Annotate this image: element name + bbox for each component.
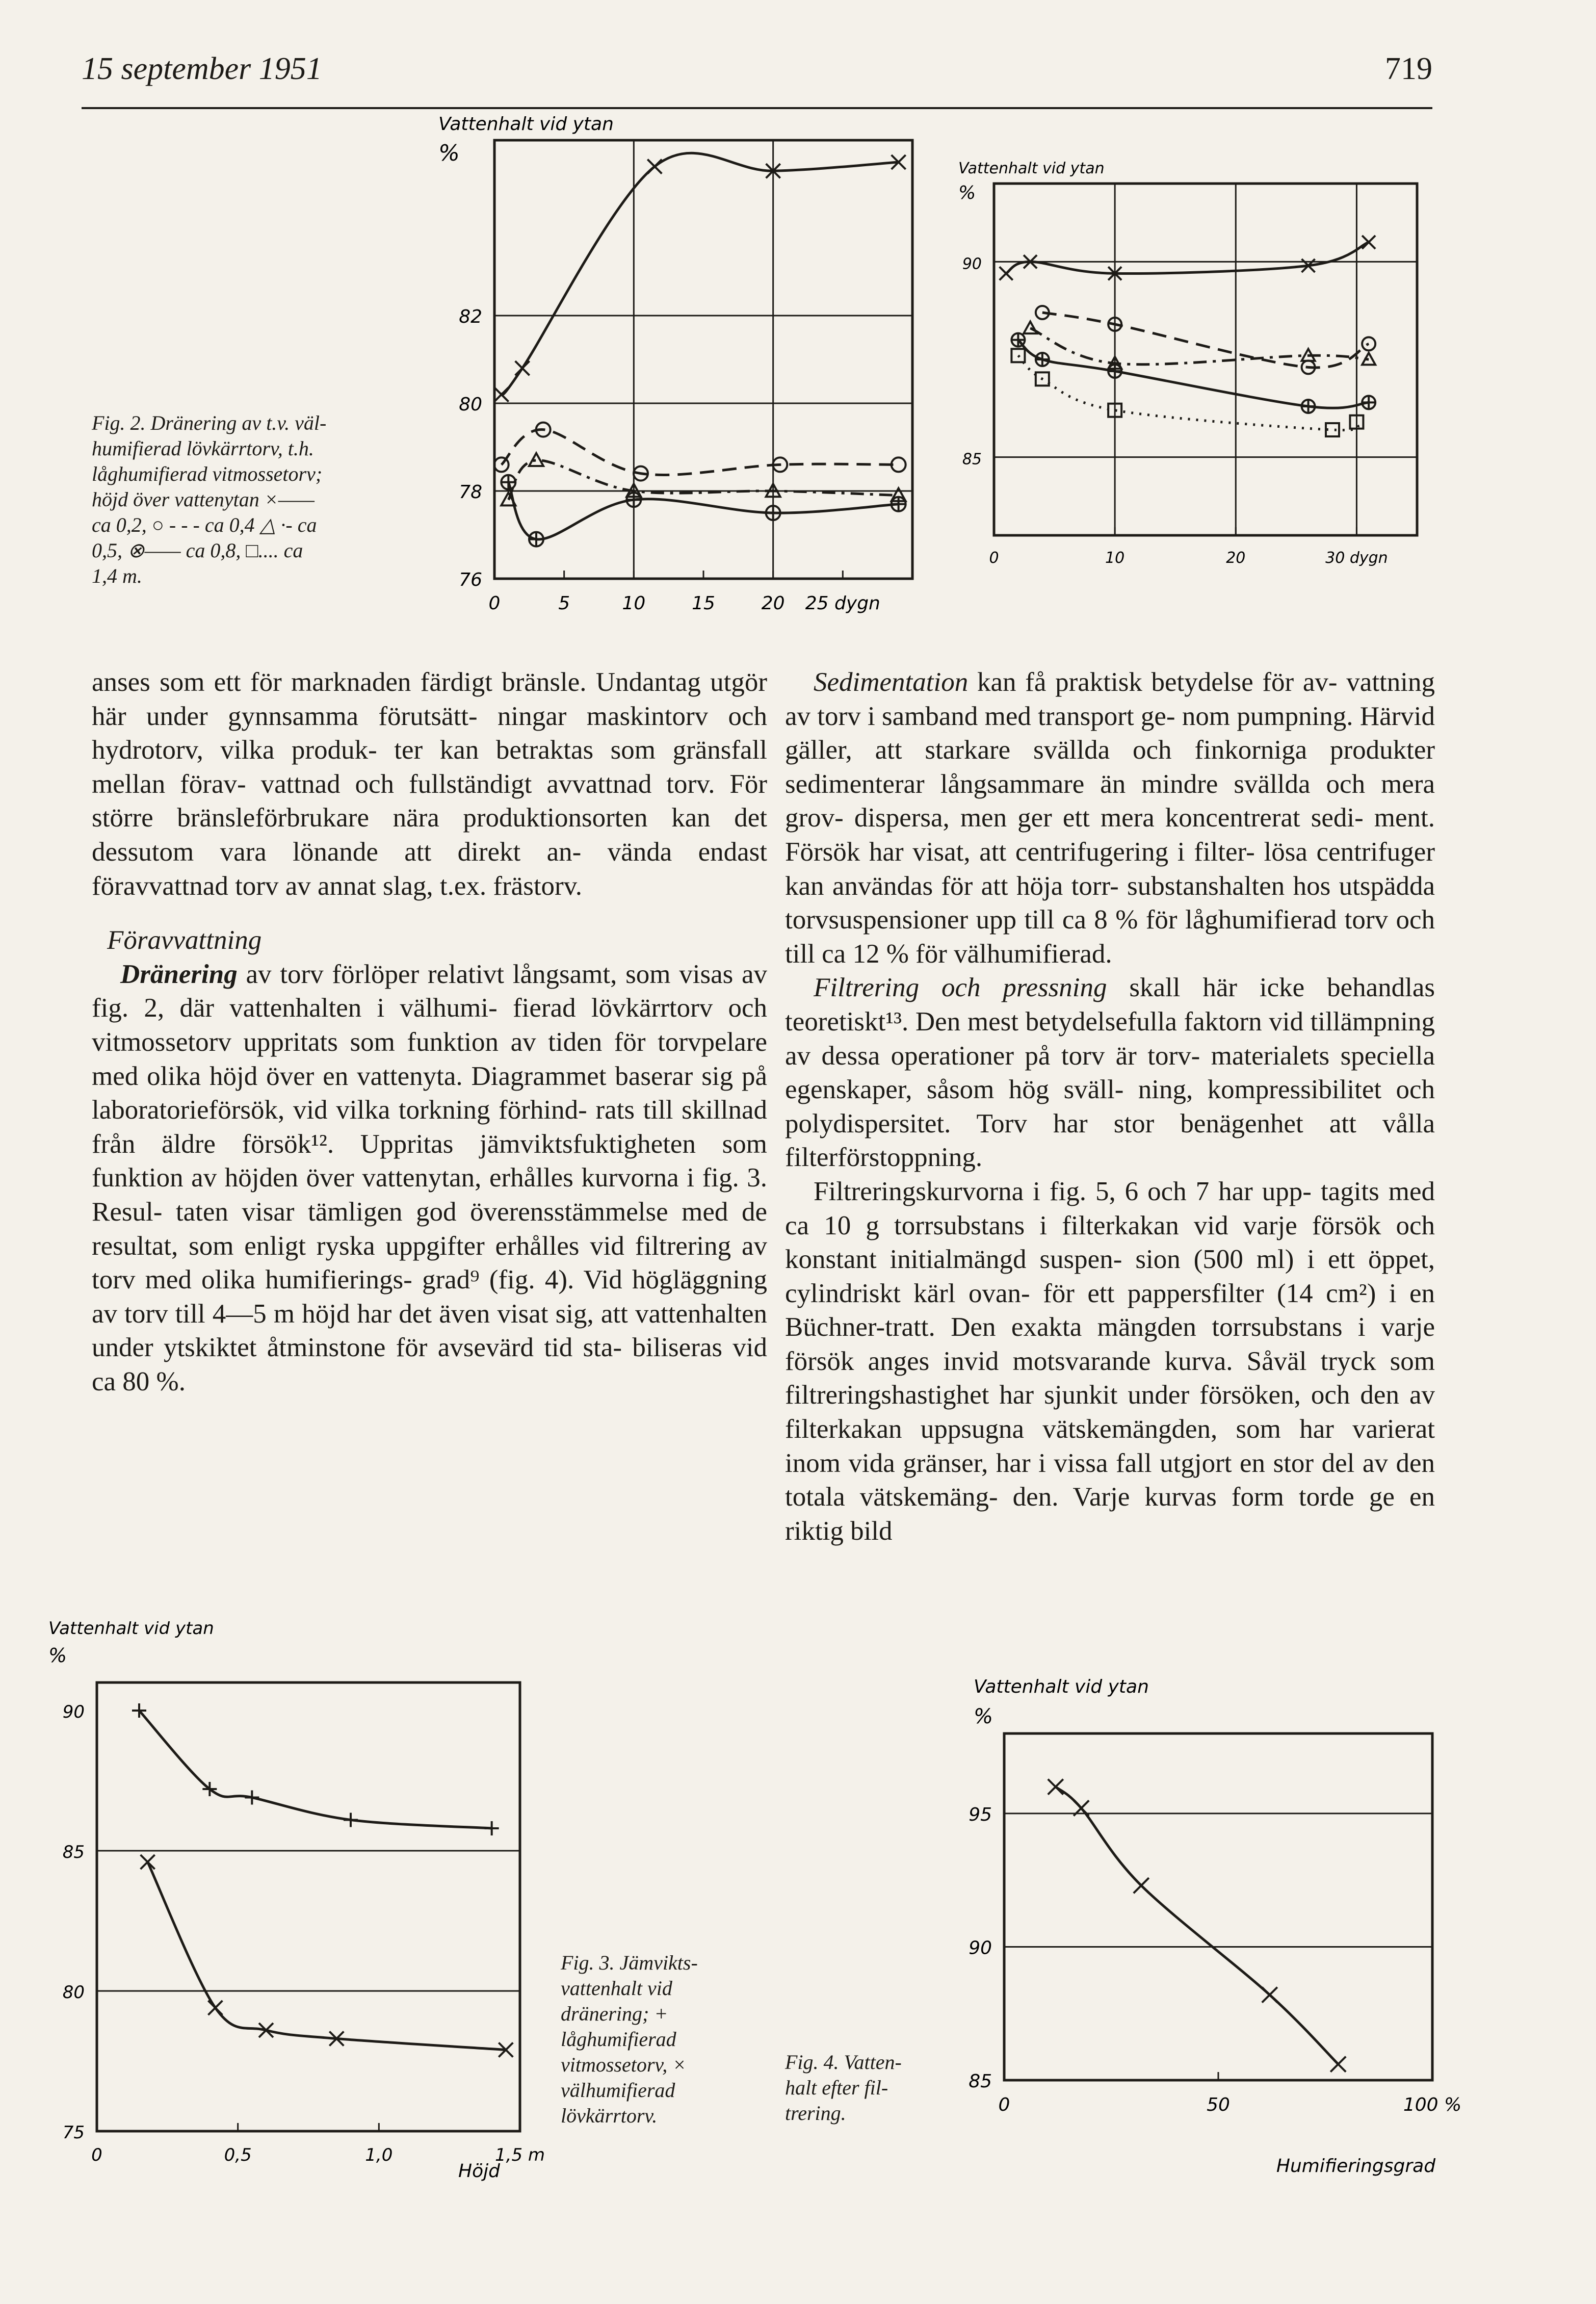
lead-term: Filtrering och pressning	[814, 973, 1107, 1003]
caption-line: Fig. 4. Vatten-	[785, 2051, 902, 2074]
x-tick-label: 1,5 m	[495, 2145, 545, 2165]
text-line: över vattenytan, erhålles kurvorna i fig. 3. Resul-	[92, 1163, 768, 1227]
text-line: dispersa, men ger ett mera koncentrerat sedi-	[854, 803, 1364, 833]
y-tick-label: 90	[962, 255, 982, 273]
x-tick-label: 0	[488, 593, 501, 614]
text-line: rats till skillnad från äldre försök¹². Uppritas	[92, 1095, 768, 1159]
data-point	[892, 497, 906, 511]
text-line: långsammare än mindre svällda och mera grov-	[785, 769, 1435, 833]
series-line	[1056, 1787, 1338, 2064]
data-point	[626, 493, 641, 507]
caption-line: ca 0,2, ○ - - - ca 0,4 △ ·- ca	[92, 513, 317, 536]
y-axis-unit: %	[958, 183, 976, 203]
series-line	[1006, 242, 1369, 273]
caption-line: dränering; +	[561, 2002, 668, 2025]
y-tick-label: 78	[459, 482, 482, 503]
y-tick-label: 90	[62, 1702, 85, 1722]
data-point	[892, 457, 906, 472]
text-line: den. Varje kurvas form torde ge en riktig bild	[785, 1482, 1435, 1546]
x-tick-label: 0	[998, 2094, 1010, 2115]
y-axis-label: Vattenhalt vid ytan	[974, 1676, 1149, 1697]
data-point	[1262, 1987, 1277, 2003]
data-point	[529, 453, 543, 466]
y-axis-unit: %	[438, 140, 460, 166]
plot-frame	[1004, 1733, 1432, 2080]
x-tick-label: 10	[1105, 549, 1125, 567]
data-point	[1000, 267, 1013, 280]
caption-line: välhumifierad	[561, 2079, 675, 2102]
text-line: vända endast föravvattnad torv av annat slag,	[92, 837, 768, 901]
y-tick-label: 75	[62, 2122, 85, 2143]
fig2-right-chart	[943, 153, 1443, 642]
x-tick-label: 0	[989, 549, 999, 567]
x-tick-label: 20	[761, 593, 785, 614]
y-tick-label: 80	[62, 1982, 85, 2003]
y-tick-label: 85	[969, 2071, 992, 2092]
x-tick-label: 30 dygn	[1325, 549, 1388, 567]
data-point	[501, 475, 515, 489]
x-tick-label: 10	[622, 593, 646, 614]
text-line: sion (500 ml) i ett öppet, cylindriskt kärl ovan-	[785, 1245, 1435, 1308]
paragraph	[92, 665, 767, 903]
x-axis-label: Humifieringsgrad	[1276, 2156, 1436, 2177]
y-tick-label: 85	[62, 1842, 85, 1862]
paragraph	[92, 957, 767, 1399]
data-point	[344, 1813, 358, 1827]
text-line: fierad lövkärrtorv och vitmossetorv uppritats	[92, 993, 767, 1057]
text-line: lösa centrifuger kan användas för att höja torr-	[785, 837, 1435, 901]
x-tick-label: 15	[692, 593, 715, 614]
text-line: som visas av fig. 2, där vattenhalten i välhumi-	[92, 959, 768, 1023]
data-point	[1011, 333, 1025, 347]
x-tick-label: 0	[91, 2145, 102, 2165]
fig3-caption	[561, 1950, 754, 2129]
data-point	[208, 2001, 222, 2015]
plot-frame	[97, 1682, 520, 2131]
text-line: kan få praktisk betydelse för av-	[968, 667, 1338, 697]
plot-frame	[494, 140, 912, 579]
x-tick-label: 1,0	[365, 2145, 393, 2165]
text-line: svällda och finkorniga produkter sedimenterar	[785, 735, 1435, 799]
text-line: för ett pappersfilter (14 cm²) i en Büchner-tratt.	[785, 1278, 1435, 1342]
series-line	[508, 460, 898, 500]
issue-date: 15 september 1951	[82, 51, 322, 86]
y-tick-label: 80	[459, 394, 482, 415]
y-tick-label: 76	[459, 569, 482, 590]
text-line: tagits med ca 10 g torrsubstans i filterkakan vid	[785, 1176, 1435, 1240]
y-tick-label: 85	[962, 450, 982, 469]
text-line: tillämpning av dessa operationer på torv är torv-	[785, 1006, 1435, 1071]
data-point	[1108, 365, 1121, 378]
text-line: skall här icke behandlas	[1107, 973, 1435, 1003]
data-point	[245, 1791, 259, 1805]
lead-term: Dränering	[120, 959, 238, 989]
page-header	[82, 51, 1432, 109]
y-tick-label: 82	[459, 306, 482, 327]
series-line	[1018, 340, 1369, 408]
text-line: anses som ett för marknaden färdigt bränsle.	[92, 667, 587, 697]
y-axis-label: Vattenhalt vid ytan	[438, 114, 614, 135]
x-tick-label: 20	[1226, 549, 1246, 567]
x-tick-label: 5	[558, 593, 570, 614]
x-tick-label: 0,5	[224, 2145, 252, 2165]
caption-line: låghumifierad	[561, 2028, 676, 2051]
section-subheading: Föravvattning	[107, 925, 262, 955]
caption-line: trering.	[785, 2102, 846, 2125]
series-line	[139, 1711, 492, 1828]
text-line: materialets speciella egenskaper, såsom hög sväll-	[785, 1041, 1435, 1105]
plot-frame	[994, 184, 1417, 535]
series-line	[148, 1862, 506, 2050]
text-line: ment. Försök har visat, att centrifugering i filter-	[785, 803, 1435, 867]
text-line: under ytskiktet åtminstone för avsevärd tid sta-	[92, 1333, 622, 1363]
paragraph	[785, 1175, 1435, 1548]
text-line: vid filtrering av torv med olika humifierings-	[92, 1231, 768, 1295]
text-line: substanshalten hos utspädda torvsuspensioner	[785, 871, 1435, 935]
x-tick-label: 100 %	[1403, 2094, 1462, 2115]
data-point	[1024, 322, 1037, 333]
data-point	[485, 1821, 499, 1835]
text-line: höjd över en vattenyta. Diagrammet baserar sig	[210, 1061, 734, 1091]
lead-term: Sedimentation	[814, 667, 969, 697]
paragraph	[785, 971, 1435, 1175]
text-line: taten visar tämligen god överensstämmelse med	[175, 1197, 728, 1227]
text-line: av torv förlöper relativt långsamt,	[237, 959, 617, 989]
series-line	[1030, 328, 1369, 365]
y-axis-unit: %	[974, 1705, 993, 1728]
caption-line: humifierad lövkärrtorv, t.h.	[92, 437, 314, 460]
series-line	[502, 153, 899, 395]
caption-line: Fig. 2. Dränering av t.v. väl-	[92, 411, 327, 434]
text-line: biliseras vid ca 80 %.	[92, 1333, 768, 1396]
text-line: höjd har det även visat sig, att vattenhalten	[302, 1299, 767, 1329]
x-tick-label: 50	[1207, 2094, 1230, 2115]
data-point	[1362, 396, 1375, 409]
text-line: vattnad och fullständigt avvattnad torv. För	[260, 769, 768, 799]
data-point	[1134, 1878, 1149, 1893]
text-line: t.ex. frästorv.	[439, 871, 583, 901]
text-line: jämviktsfuktigheten som funktion av höjden	[92, 1129, 768, 1193]
left-column	[92, 665, 767, 1399]
series-line	[502, 430, 899, 475]
fig3-chart	[36, 1621, 545, 2187]
text-line: ningar maskintorv och hydrotorv, vilka produk-	[92, 701, 767, 765]
text-line: kan det dessutom vara lönande att direkt an-	[92, 803, 768, 867]
caption-line: 1,4 m.	[92, 564, 142, 587]
text-line: som funktion av tiden för torvpelare med olika	[92, 1027, 767, 1091]
data-point	[1048, 1779, 1063, 1795]
y-axis-label: Vattenhalt vid ytan	[48, 1621, 214, 1639]
text-line: som har varierat inom vida gränser, har i vissa	[785, 1414, 1435, 1478]
data-point	[141, 1855, 155, 1869]
fig4-caption	[785, 2050, 958, 2126]
page-number: 719	[1385, 51, 1432, 86]
text-line: nom pumpning. Härvid gäller, att starkare	[785, 701, 1435, 765]
text-line: ning, kompressibilitet och polydispersitet. Torv	[785, 1075, 1435, 1138]
text-line: vattning av torv i samband med transport ge-	[785, 667, 1435, 731]
text-line: Den exakta mängden torrsubstans i varje försök	[785, 1312, 1435, 1376]
paragraph	[785, 665, 1435, 971]
text-line: varje försök och konstant initialmängd suspen-	[785, 1210, 1435, 1275]
y-axis-unit: %	[48, 1644, 67, 1667]
text-line: Filtreringskurvorna i fig. 5, 6 och 7 har upp-	[814, 1176, 1312, 1206]
y-tick-label: 90	[969, 1937, 992, 1959]
caption-line: 0,5, ⊗—— ca 0,8, □.... ca	[92, 539, 303, 562]
data-point	[529, 532, 543, 547]
data-point	[1036, 353, 1049, 366]
caption-line: vattenhalt vid	[561, 1977, 672, 2000]
text-line: ter kan betraktas som gränsfall mellan förav-	[92, 735, 767, 799]
text-line: på laboratorieförsök, vid vilka torkning förhind-	[92, 1061, 768, 1125]
fig2-caption	[92, 410, 428, 589]
text-line: de resultat, som enligt ryska uppgifter erhålles	[92, 1197, 767, 1261]
text-line: filtreringshastighet har sjunkit under försöken,	[785, 1380, 1301, 1410]
text-line: ca 12 % för välhumifierad.	[822, 939, 1112, 969]
text-line: upp till ca 8 % för låghumifierad torv och till	[785, 905, 1435, 969]
text-line: har stor benägenhet att vålla filterförstoppning.	[785, 1108, 1435, 1173]
caption-line: höjd över vattenytan ×——	[92, 488, 315, 511]
text-line: större bränsleförbrukare nära produktionsorten	[92, 803, 648, 833]
right-column	[785, 665, 1435, 1548]
y-tick-label: 95	[969, 1804, 992, 1825]
fig4-chart	[958, 1667, 1468, 2187]
text-line: teoretiskt¹³. Den mest betydelsefulla faktorn vid	[785, 1006, 1303, 1037]
text-line: anges invid motsvarande kurva. Såväl tryck som	[868, 1346, 1435, 1376]
fig2-left-chart	[423, 110, 923, 645]
data-point	[1330, 2057, 1346, 2072]
text-line: grad⁹ (fig. 4). Vid högläggning av torv till 4—5 m	[92, 1265, 767, 1329]
text-line: Undantag utgör här under gynnsamma förutsätt-	[92, 667, 767, 731]
caption-line: halt efter fil-	[785, 2076, 888, 2099]
x-axis-label: Höjd	[458, 2161, 500, 2182]
y-axis-label: Vattenhalt vid ytan	[958, 160, 1105, 177]
data-point	[515, 361, 530, 375]
data-point	[647, 160, 662, 174]
caption-line: vitmossetorv, ×	[561, 2053, 687, 2076]
data-point	[1302, 400, 1315, 413]
data-point	[494, 387, 509, 402]
data-point	[1362, 236, 1375, 249]
text-line: fall utgjort en stor del av den totala vätskemäng-	[785, 1448, 1435, 1512]
caption-line: Fig. 3. Jämvikts-	[561, 1951, 698, 1974]
caption-line: låghumifierad vitmossetorv;	[92, 462, 323, 485]
text-line: och den av filterkakan uppsugna vätskemängden,	[785, 1380, 1435, 1444]
data-point	[766, 506, 780, 520]
caption-line: lövkärrtorv.	[561, 2104, 658, 2127]
x-tick-label: 25 dygn	[805, 593, 880, 614]
